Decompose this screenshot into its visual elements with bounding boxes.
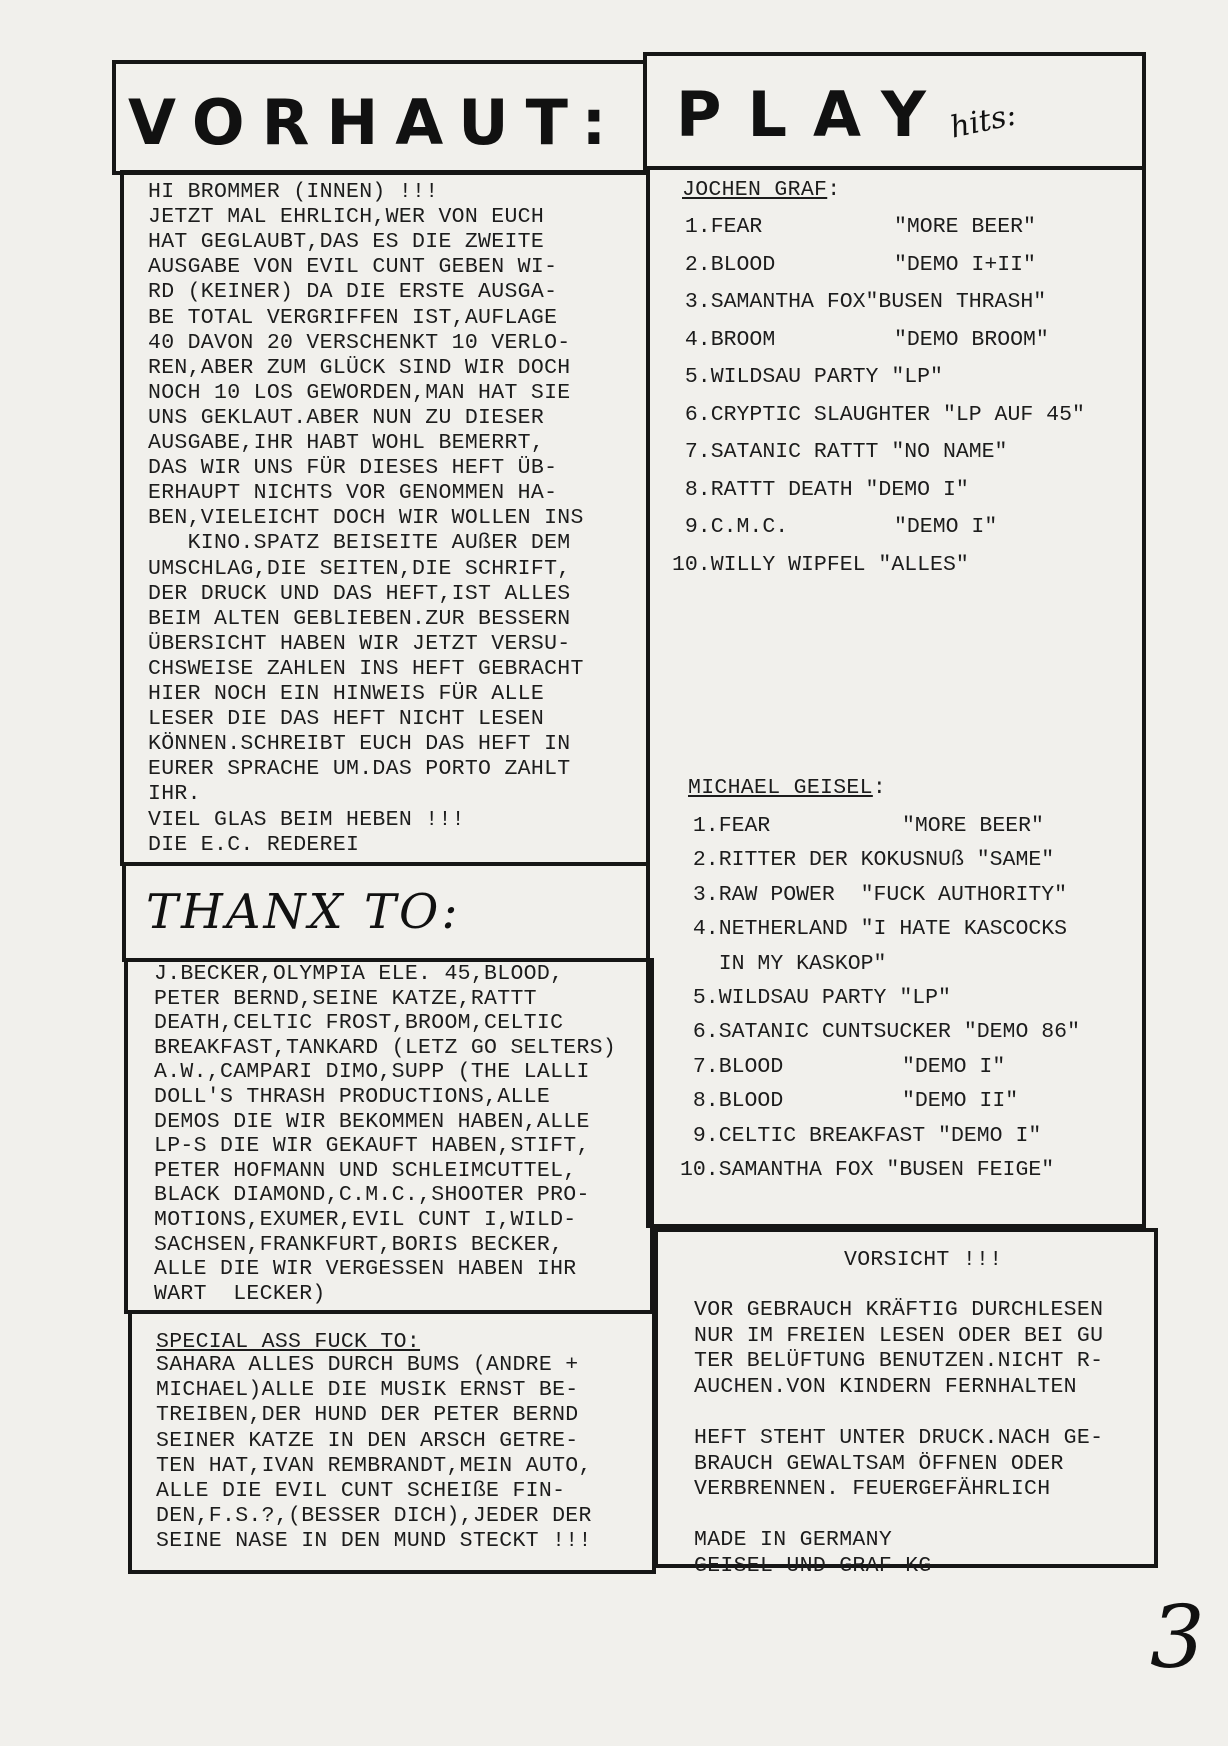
jochen-item-artist: 3.SAMANTHA FOX"BUSEN THRASH": [672, 290, 1047, 314]
intro-line: BE TOTAL VERGRIFFEN IST,AUFLAGE: [148, 305, 558, 330]
michael-item-artist: 10.SAMANTHA FOX "BUSEN FEIGE": [680, 1158, 1055, 1182]
intro-line: AUSGABE VON EVIL CUNT GEBEN WI-: [148, 255, 558, 280]
special-line: SEINER KATZE IN DEN ARSCH GETRE-: [156, 1428, 579, 1453]
intro-line: BEN,VIELEICHT DOCH WIR WOLLEN INS: [148, 506, 584, 531]
special-line: SAHARA ALLES DURCH BUMS (ANDRE +: [156, 1353, 579, 1377]
intro-line: DIE E.C. REDEREI: [148, 832, 360, 857]
thanx-line: BREAKFAST,TANKARD (LETZ GO SELTERS): [154, 1035, 617, 1060]
jochen-item-artist: 10.WILLY WIPFEL "ALLES": [672, 552, 969, 577]
special-line: MICHAEL)ALLE DIE MUSIK ERNST BE-: [156, 1378, 579, 1403]
jochen-item-release: "DEMO I+II": [894, 252, 1036, 277]
intro-line: CHSWEISE ZAHLEN INS HEFT GEBRACHT: [148, 656, 584, 681]
michael-item-artist: 9.CELTIC BREAKFAST "DEMO I": [680, 1123, 1042, 1148]
vorsicht-line: AUCHEN.VON KINDERN FERNHALTEN: [694, 1374, 1077, 1399]
jochen-item-release: "DEMO I": [894, 515, 998, 539]
michael-title: MICHAEL GEISEL: [688, 776, 873, 800]
special-title: SPECIAL ASS FUCK TO:: [156, 1330, 421, 1354]
thanx-line: BLACK DIAMOND,C.M.C.,SHOOTER PRO-: [154, 1183, 590, 1208]
header-right-title: PLAY: [676, 78, 952, 151]
special-line: TEN HAT,IVAN REMBRANDT,MEIN AUTO,: [156, 1453, 592, 1478]
thanx-line: LP-S DIE WIR GEKAUFT HABEN,STIFT,: [154, 1134, 590, 1159]
intro-line: DAS WIR UNS FÜR DIESES HEFT ÜB-: [148, 456, 558, 481]
intro-line: 40 DAVON 20 VERSCHENKT 10 VERLO-: [148, 330, 571, 355]
intro-line: RD (KEINER) DA DIE ERSTE AUSGA-: [148, 280, 558, 305]
vorsicht-line: VERBRENNEN. FEUERGEFÄHRLICH: [694, 1477, 1051, 1502]
jochen-item-artist: 4.BROOM: [672, 327, 776, 352]
jochen-item-artist: 6.CRYPTIC SLAUGHTER "LP AUF 45": [672, 402, 1085, 427]
header-left-title: VORHAUT:: [128, 86, 624, 159]
special-line: ALLE DIE EVIL CUNT SCHEIßE FIN-: [156, 1479, 566, 1503]
michael-item-release: "DEMO I": [902, 1054, 1006, 1079]
jochen-colon: :: [827, 178, 841, 202]
jochen-title: JOCHEN GRAF: [682, 178, 828, 202]
intro-line: UMSCHLAG,DIE SEITEN,DIE SCHRIFT,: [148, 556, 571, 581]
intro-line: HI BROMMER (INNEN) !!!: [148, 180, 439, 204]
michael-title-row: [688, 776, 886, 801]
intro-line: IHR.: [148, 782, 201, 807]
thanx-line: DEATH,CELTIC FROST,BROOM,CELTIC: [154, 1011, 564, 1036]
intro-line: AUSGABE,IHR HABT WOHL BEMERRT,: [148, 431, 545, 455]
intro-line: JETZT MAL EHRLICH,WER VON EUCH: [148, 205, 545, 230]
thanx-line: MOTIONS,EXUMER,EVIL CUNT I,WILD-: [154, 1208, 577, 1232]
thanx-line: A.W.,CAMPARI DIMO,SUPP (THE LALLI: [154, 1060, 590, 1085]
jochen-item-release: "DEMO BROOM": [894, 327, 1049, 352]
michael-item-artist: IN MY KASKOP": [680, 951, 887, 976]
thanx-line: PETER HOFMANN UND SCHLEIMCUTTEL,: [154, 1158, 577, 1183]
intro-line: EURER SPRACHE UM.DAS PORTO ZAHLT: [148, 757, 571, 782]
michael-item-artist: 2.RITTER DER KOKUSNUß "SAME": [680, 848, 1055, 873]
michael-item-artist: 7.BLOOD: [680, 1054, 784, 1079]
intro-line: LESER DIE DAS HEFT NICHT LESEN: [148, 707, 545, 732]
intro-line: HIER NOCH EIN HINWEIS FÜR ALLE: [148, 682, 545, 706]
thanx-line: DEMOS DIE WIR BEKOMMEN HABEN,ALLE: [154, 1109, 590, 1134]
vorsicht-line: HEFT STEHT UNTER DRUCK.NACH GE-: [694, 1426, 1104, 1450]
jochen-item-artist: 7.SATANIC RATTT "NO NAME": [672, 440, 1008, 464]
michael-item-artist: 3.RAW POWER "FUCK AUTHORITY": [680, 882, 1068, 907]
intro-line: VIEL GLAS BEIM HEBEN !!!: [148, 807, 465, 832]
jochen-item-release: "MORE BEER": [894, 215, 1036, 239]
michael-item-artist: 5.WILDSAU PARTY "LP": [680, 986, 951, 1010]
intro-line: KÖNNEN.SCHREIBT EUCH DAS HEFT IN: [148, 732, 571, 757]
michael-item-artist: 8.BLOOD: [680, 1089, 784, 1114]
special-line: DEN,F.S.?,(BESSER DICH),JEDER DER: [156, 1504, 592, 1529]
thanx-line: DOLL'S THRASH PRODUCTIONS,ALLE: [154, 1085, 551, 1109]
jochen-item-artist: 5.WILDSAU PARTY "LP": [672, 365, 943, 389]
intro-line: NOCH 10 LOS GEWORDEN,MAN HAT SIE: [148, 380, 571, 405]
vorsicht-title: VORSICHT !!!: [844, 1248, 1003, 1272]
vorsicht-line: VOR GEBRAUCH KRÄFTIG DURCHLESEN: [694, 1298, 1104, 1322]
jochen-item-artist: 2.BLOOD: [672, 252, 776, 277]
vorsicht-line: NUR IM FREIEN LESEN ODER BEI GU: [694, 1323, 1104, 1348]
jochen-title-row: [682, 178, 840, 203]
thanx-line: SACHSEN,FRANKFURT,BORIS BECKER,: [154, 1232, 564, 1257]
vorsicht-line: TER BELÜFTUNG BENUTZEN.NICHT R-: [694, 1349, 1104, 1374]
thanx-line: ALLE DIE WIR VERGESSEN HABEN IHR: [154, 1257, 577, 1282]
jochen-item-artist: 9.C.M.C.: [672, 515, 789, 539]
header-right-subtitle: hits:: [947, 97, 1020, 146]
vorsicht-line: GEISEL UND GRAF KG: [694, 1554, 932, 1578]
michael-item-release: "DEMO II": [902, 1089, 1019, 1114]
special-line: TREIBEN,DER HUND DER PETER BERND: [156, 1403, 579, 1428]
intro-line: KINO.SPATZ BEISEITE AUßER DEM: [148, 531, 571, 556]
intro-line: HAT GEGLAUBT,DAS ES DIE ZWEITE: [148, 230, 545, 255]
intro-line: UNS GEKLAUT.ABER NUN ZU DIESER: [148, 405, 545, 430]
intro-line: REN,ABER ZUM GLÜCK SIND WIR DOCH: [148, 355, 571, 380]
vorsicht-line: BRAUCH GEWALTSAM ÖFFNEN ODER: [694, 1451, 1064, 1476]
thanx-title: THANX TO:: [146, 884, 461, 940]
jochen-item-artist: 8.RATTT DEATH "DEMO I": [672, 477, 969, 502]
michael-colon: :: [872, 776, 887, 800]
vorsicht-line: MADE IN GERMANY: [694, 1528, 893, 1553]
michael-item-artist: 1.FEAR: [680, 814, 771, 838]
intro-line: BEIM ALTEN GEBLIEBEN.ZUR BESSERN: [148, 606, 571, 631]
jochen-item-artist: 1.FEAR: [672, 215, 763, 239]
special-line: SEINE NASE IN DEN MUND STECKT !!!: [156, 1529, 592, 1554]
michael-item-release: "MORE BEER": [902, 814, 1044, 838]
thanx-line: WART LECKER): [154, 1281, 326, 1306]
thanx-line: PETER BERND,SEINE KATZE,RATTT: [154, 986, 537, 1011]
intro-line: DER DRUCK UND DAS HEFT,IST ALLES: [148, 581, 571, 606]
intro-line: ERHAUPT NICHTS VOR GENOMMEN HA-: [148, 481, 558, 506]
page-number: 3: [1150, 1588, 1205, 1688]
michael-item-artist: 6.SATANIC CUNTSUCKER "DEMO 86": [680, 1020, 1080, 1045]
thanx-line: J.BECKER,OLYMPIA ELE. 45,BLOOD,: [154, 962, 564, 986]
intro-line: ÜBERSICHT HABEN WIR JETZT VERSU-: [148, 631, 571, 656]
michael-item-artist: 4.NETHERLAND "I HATE KASCOCKS: [680, 917, 1068, 942]
